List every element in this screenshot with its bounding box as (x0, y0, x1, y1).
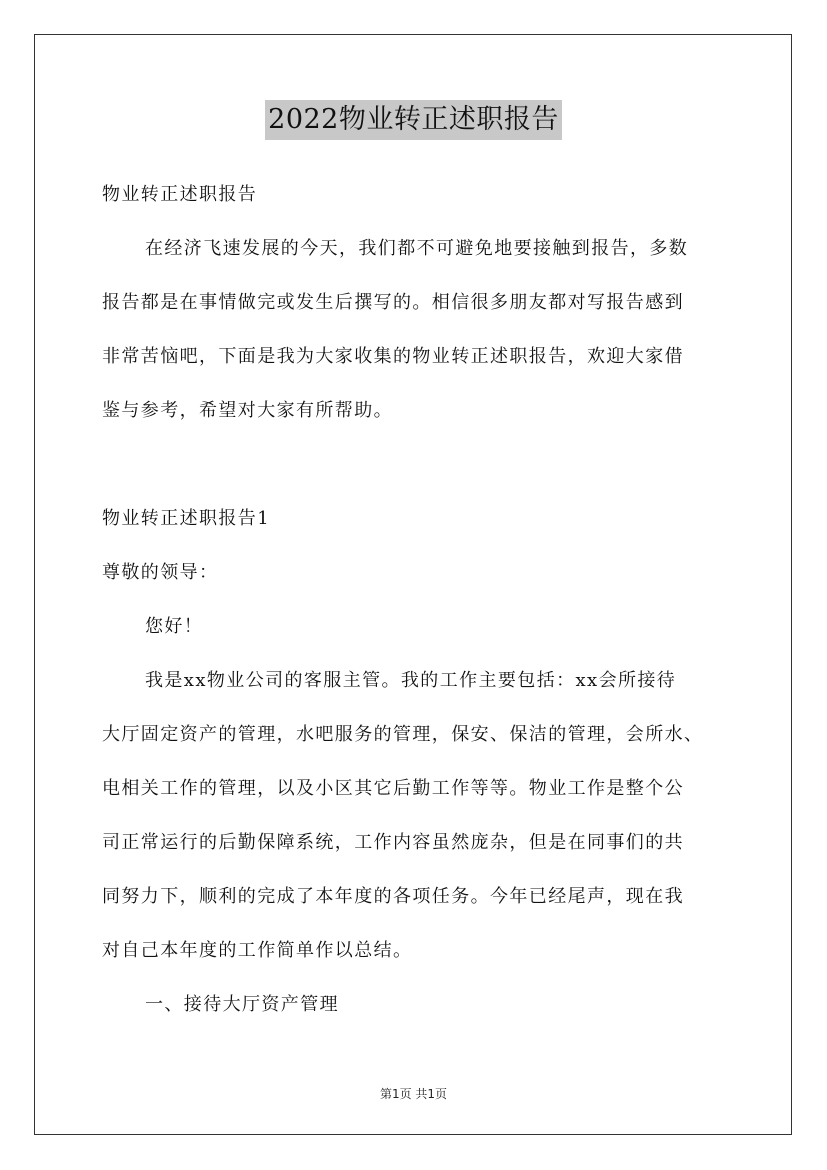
subheading: 一、接待大厅资产管理 (145, 994, 339, 1015)
body-line: 同努力下，顺利的完成了本年度的各项任务。今年已经尾声，现在我 (102, 886, 684, 907)
intro-line: 鉴与参考，希望对大家有所帮助。 (102, 400, 393, 421)
intro-line: 非常苦恼吧，下面是我为大家收集的物业转正述职报告，欢迎大家借 (102, 346, 684, 367)
title-container (0, 100, 827, 140)
document-title: 2022物业转正述职报告 (265, 100, 562, 140)
intro-line: 报告都是在事情做完或发生后撰写的。相信很多朋友都对写报告感到 (102, 292, 684, 313)
page-footer: 第1页 共1页 (379, 1087, 448, 1101)
body-line: 大厅固定资产的管理，水吧服务的管理，保安、保洁的管理，会所水、 (102, 724, 704, 745)
intro-line: 在经济飞速发展的今天，我们都不可避免地要接触到报告，多数 (145, 238, 689, 259)
salutation: 尊敬的领导： (102, 562, 219, 583)
body-line: 对自己本年度的工作简单作以总结。 (102, 940, 413, 961)
body-line: 司正常运行的后勤保障系统，工作内容虽然庞杂，但是在同事们的共 (102, 832, 684, 853)
greeting: 您好！ (145, 616, 204, 637)
section-heading: 物业转正述职报告1 (102, 508, 271, 529)
document-subtitle: 物业转正述职报告 (102, 184, 258, 205)
body-line: 电相关工作的管理，以及小区其它后勤工作等等。物业工作是整个公 (102, 778, 684, 799)
body-line: 我是xx物业公司的客服主管。我的工作主要包括：xx会所接待 (145, 670, 677, 691)
